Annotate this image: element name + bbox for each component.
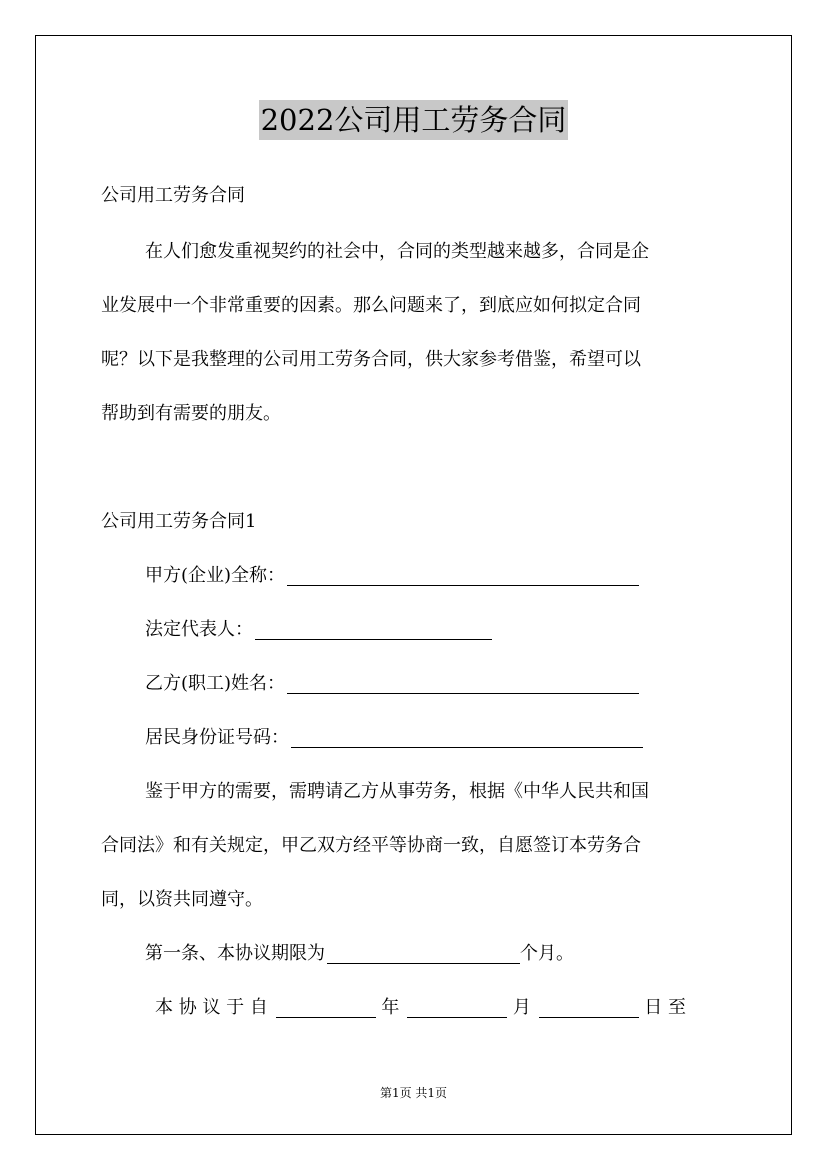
id-number-blank — [291, 729, 643, 748]
party-b-label: 乙方(职工)姓名： — [145, 673, 286, 694]
clause-line-1: 鉴于甲方的需要，需聘请乙方从事劳务，根据《中华人民共和国 — [145, 781, 649, 802]
article-1-suffix: 个月。 — [520, 943, 574, 964]
party-b-blank — [287, 675, 639, 694]
article-1-blank — [327, 945, 520, 964]
day-blank — [539, 999, 639, 1018]
article-1-prefix: 第一条、本协议期限为 — [145, 943, 325, 964]
legal-rep-blank — [255, 621, 492, 640]
clause-line-2: 合同法》和有关规定，甲乙双方经平等协商一致，自愿签订本劳务合 — [101, 835, 641, 856]
article-1 — [145, 939, 574, 965]
legal-rep-field — [145, 615, 492, 641]
day-to-label: 日 至 — [644, 997, 687, 1018]
section-heading: 公司用工劳务合同1 — [101, 511, 257, 532]
subtitle: 公司用工劳务合同 — [101, 185, 245, 206]
year-label: 年 — [381, 997, 400, 1018]
clause-line-3: 同，以资共同遵守。 — [101, 889, 263, 910]
party-a-blank — [287, 567, 639, 586]
intro-line-1: 在人们愈发重视契约的社会中，合同的类型越来越多，合同是企 — [145, 241, 649, 262]
intro-line-4: 帮助到有需要的朋友。 — [101, 403, 281, 424]
month-blank — [407, 999, 507, 1018]
agreement-from — [155, 993, 686, 1019]
title-text: 2022公司用工劳务合同 — [259, 100, 569, 140]
month-label: 月 — [512, 997, 531, 1018]
party-b-field — [145, 669, 639, 695]
agreement-prefix: 本 协 议 于 自 — [155, 997, 268, 1018]
id-number-label: 居民身份证号码： — [145, 727, 289, 748]
year-blank — [276, 999, 376, 1018]
intro-line-3: 呢？以下是我整理的公司用工劳务合同，供大家参考借鉴，希望可以 — [101, 349, 641, 370]
legal-rep-label: 法定代表人： — [145, 619, 253, 640]
page-footer: 第1页 共1页 — [379, 1086, 448, 1100]
id-number-field — [145, 723, 643, 749]
party-a-label: 甲方(企业)全称： — [145, 565, 286, 586]
intro-line-2: 业发展中一个非常重要的因素。那么问题来了，到底应如何拟定合同 — [101, 295, 641, 316]
party-a-field — [145, 561, 639, 587]
document-title — [0, 100, 827, 140]
